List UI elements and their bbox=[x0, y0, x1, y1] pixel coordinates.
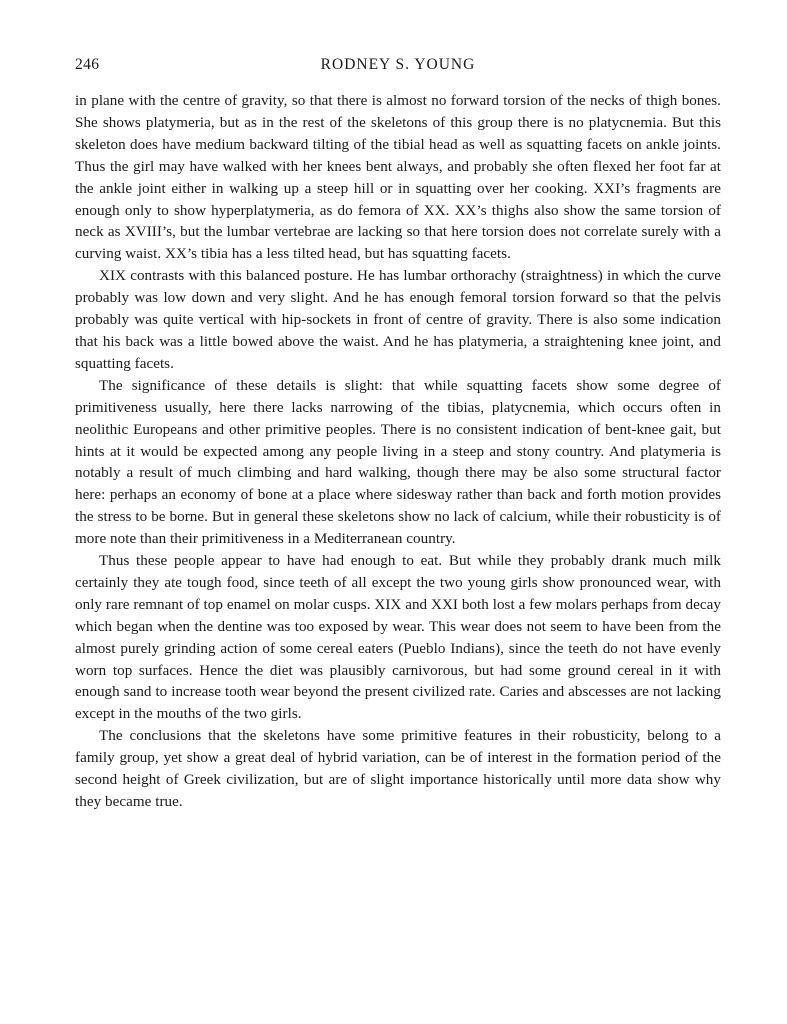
paragraph-continued: in plane with the centre of gravity, so that there is almost no forward torsion of the necks of thigh bones. She shows platymeria, but as in the rest of the skeletons of this group there is no platycnemia. But this skeleton does have medium backward tilting of the tibial head as well as squatting facets on ankle joints. Thus the girl may have walked with her knees bent always, and probably she often flexed her foot far at the ankle joint either in walking up a steep hill or in squatting over her cooking. XXI’s fragments are enough only to show hyperplatymeria, as do femora of XX. XX’s thighs also show the same torsion of neck as XVIII’s, but the lumbar vertebrae are lacking so that here torsion does not correlate surely with a curving waist. XX’s tibia has a less tilted head, but has squatting facets. bbox=[75, 93, 721, 263]
page-number: 246 bbox=[75, 56, 100, 73]
paragraph: Thus these people appear to have had enough to eat. But while they probably drank much milk certainly they ate tough food, since teeth of all except the two young girls show pronounced wear, with only rare remnant of top enamel on molar cusps. XIX and XXI both lost a few molars perhaps from decay which began when the dentine was too exposed by wear. This wear does not seem to have been from the almost purely grinding action of some cereal eaters (Pueblo Indians), since the teeth do not have evenly worn top surfaces. Hence the diet was plausibly carnivorous, but had some ground cereal in it with enough sand to increase tooth wear beyond the present civilized rate. Caries and abscesses are not lacking except in the mouths of the two girls. bbox=[75, 553, 721, 723]
document-page bbox=[75, 52, 721, 814]
paragraph: The conclusions that the skeletons have some primitive features in their robusticity, belong to a family group, yet show a great deal of hybrid variation, can be of interest in the formation period of the second height of Greek civilization, but are of slight importance historically until more data show why they became true. bbox=[75, 728, 721, 810]
running-head: RODNEY S. YOUNG bbox=[320, 56, 476, 73]
paragraph: XIX contrasts with this balanced posture. He has lumbar orthorachy (straightness) in which the curve probably was low down and very slight. And he has enough femoral torsion forward so that the pelvis probably was quite vertical with hip-sockets in front of centre of gravity. There is also some indication that his back was a little bowed above the waist. And he has platymeria, a straightening knee joint, and squatting facets. bbox=[75, 268, 721, 372]
paragraph: The significance of these details is slight: that while squatting facets show some degree of primitiveness usually, here there lacks narrowing of the tibias, platycnemia, which occurs often in neolithic Europeans and other primitive peoples. There is no consistent indication of bent-knee gait, but hints at it would be expected among any people living in a steep and stony country. And platymeria is notably a result of much climbing and hard walking, though there may be also some structural factor here: perhaps an economy of bone at a place where sidesway rather than back and forth motion provides the stress to be borne. But in general these skeletons show no lack of calcium, while their robusticity is of more note than their primitiveness in a Mediterranean country. bbox=[75, 377, 721, 548]
page-header bbox=[75, 52, 721, 76]
body-text bbox=[75, 91, 721, 814]
